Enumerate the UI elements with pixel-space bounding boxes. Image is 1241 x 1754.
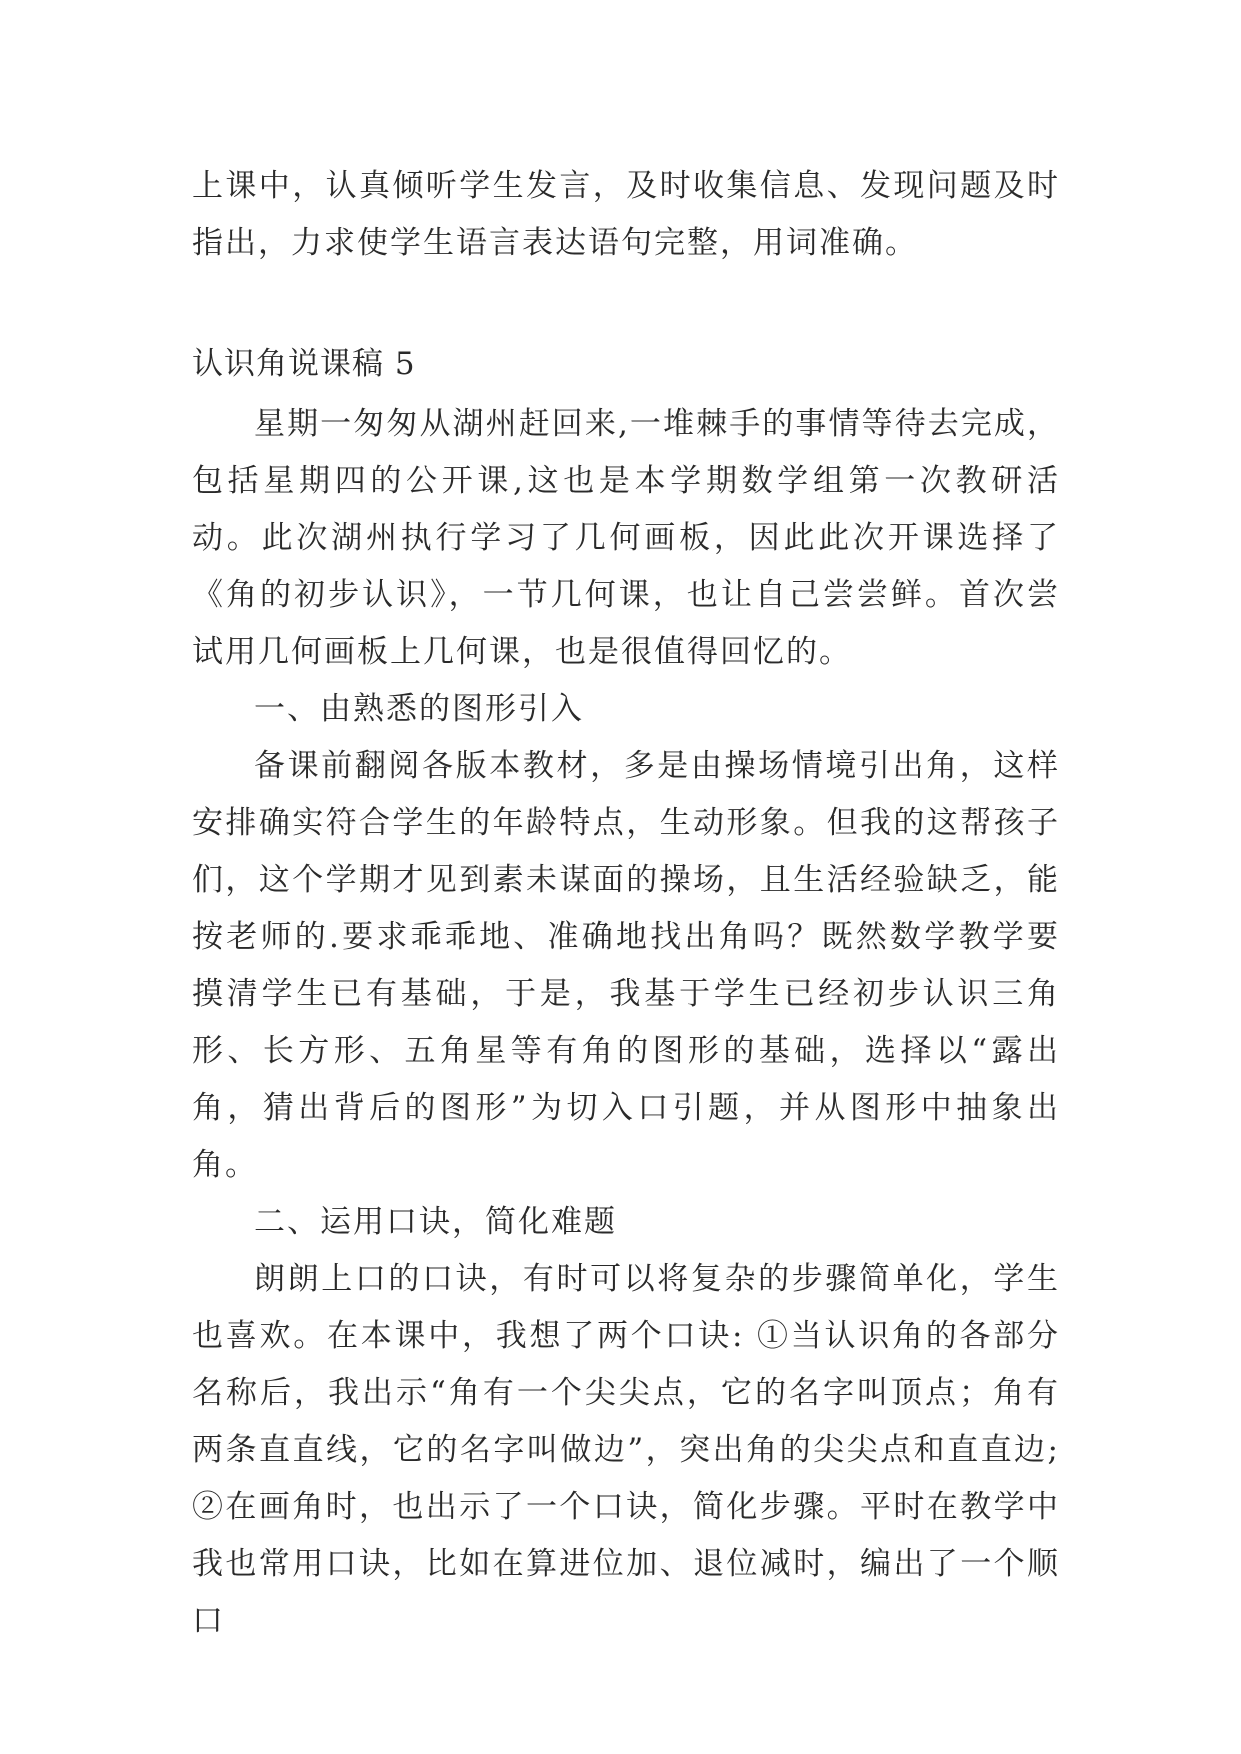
section-title: 认识角说课稿 5 xyxy=(192,346,416,382)
continuation-paragraph: 上课中，认真倾听学生发言，及时收集信息、发现问题及时指出，力求使学生语言表达语句完整，用词准确。 xyxy=(192,168,1060,261)
heading-part-two: 二、运用口诀，简化难题 xyxy=(254,1204,617,1240)
paragraph-intro: 星期一匆匆从湖州赶回来,一堆棘手的事情等待去完成，包括星期四的公开课,这也是本学期数学组第一次教研活动。此次湖州执行学习了几何画板，因此此次开课选择了《角的初步认识》，一节几何课，也让自己尝尝鲜。首次尝试用几何画板上几何课，也是很值得回忆的。 xyxy=(192,406,1060,670)
paragraph-part-one: 备课前翻阅各版本教材，多是由操场情境引出角，这样安排确实符合学生的年龄特点，生动形象。但我的这帮孩子们，这个学期才见到素未谋面的操场，且生活经验缺乏，能按老师的.要求乖乖地、准确地找出角吗？既然数学教学要摸清学生已有基础，于是，我基于学生已经初步认识三角形、长方形、五角星等有角的图形的基础，选择以“露出角，猜出背后的图形”为切入口引题，并从图形中抽象出角。 xyxy=(192,748,1060,1183)
paragraph-part-two: 朗朗上口的口诀，有时可以将复杂的步骤简单化，学生也喜欢。在本课中，我想了两个口诀: ①当认识角的各部分名称后，我出示“角有一个尖尖点，它的名字叫顶点；角有两条直直线，它的名字叫做边”，突出角的尖尖点和直直边; ②在画角时，也出示了一个口诀，简化步骤。平时在教学中我也常用口诀，比如在算进位加、退位减时，编出了一个顺口 xyxy=(192,1261,1060,1639)
heading-part-one: 一、由熟悉的图形引入 xyxy=(254,691,584,727)
section-body xyxy=(192,396,1060,1650)
continuation-block xyxy=(192,158,1060,272)
